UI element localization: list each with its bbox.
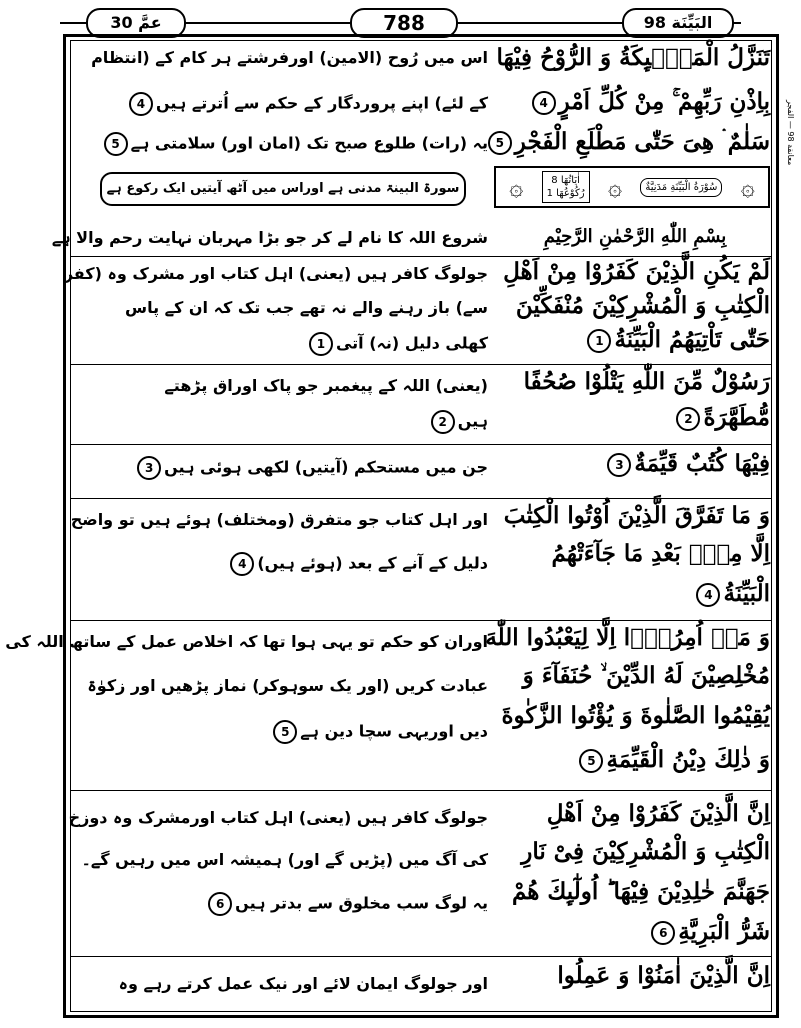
arabic-line: حَتّٰی تَاْتِیَهُمُ الْبَیِّنَةُ1 (492, 326, 770, 353)
translation-line: سے) باز رہنے والے نہ تھے جب تک کہ ان کے پاس (124, 298, 488, 317)
divider (70, 364, 772, 365)
arabic-line: وَ ذٰلِكَ دِیْنُ الْقَیِّمَةِ5 (492, 746, 770, 773)
translation-line: عبادت کریں (اور یک سوہوکر) نماز پڑھیں اور زکوٰۃ (87, 676, 488, 695)
ayah-count-cell: اٰیَاتُهَا 8 رُكُوْعُهَا 1 (542, 171, 590, 203)
ayah-number: 4 (696, 583, 720, 607)
translation-line: جن میں مستحکم (آیتیں) لکھی ہوئی ہیں3 (78, 456, 488, 480)
translation-line: دلیل کے آنے کے بعد (ہوئے ہیں)4 (78, 552, 488, 576)
ayah-number: 1 (587, 329, 611, 353)
ayah-number: 4 (129, 92, 153, 116)
arabic-line: بِاِذْنِ رَبِّهِمْ ۚ مِنْ كُلِّ اَمْرٍ4 (492, 88, 770, 115)
translation-line: اس میں رُوح (الامین) اورفرشتے ہر کام کے (انتظام (91, 48, 488, 67)
arabic-line: اِنَّ الَّذِیْنَ كَفَرُوْا مِنْ اَهْلِ (546, 800, 770, 827)
surah-tab: البَيِّنَة 98 (622, 8, 734, 38)
translation-line: جولوگ کافر ہیں (یعنی) اہل کتاب اور مشرک وہ (کفر (63, 264, 488, 283)
divider (70, 444, 772, 445)
page-number: 788 (350, 8, 458, 38)
ayah-number: 6 (208, 892, 232, 916)
ayah-number: 3 (137, 456, 161, 480)
divider (70, 498, 772, 499)
divider (70, 956, 772, 957)
arabic-line: الْكِتٰبِ وَ الْمُشْرِكِیْنَ مُنْفَكِّیْنَ (515, 292, 770, 319)
ayah-number: 5 (579, 749, 603, 773)
ayah-number: 4 (532, 91, 556, 115)
surah-name-cell: سُوْرَةُ الْبَیِّنَةِ مَدَنِیَّةٌ (640, 178, 722, 197)
translation-line: کے لئے) اپنے پروردگار کے حکم سے اُترتے ہیں4 (78, 92, 488, 116)
translation-line: کی آگ میں (پڑیں گے اور) ہمیشہ اس میں رہیں گے۔ (81, 850, 488, 869)
bismillah-translation: شروع اللہ کا نام لے کر جو بڑا مہربان نہایت رحم والا ہے (51, 228, 488, 247)
ayah-number: 4 (230, 552, 254, 576)
bismillah: بِسْمِ اللّٰهِ الرَّحْمٰنِ الرَّحِیْمِ (543, 226, 727, 247)
arabic-line: اِلَّا مِنْۢ بَعْدِ مَا جَآءَتْهُمُ (551, 540, 770, 567)
translation-line: یہ لوگ سب مخلوق سے بدتر ہیں6 (78, 892, 488, 916)
translation-line: دیں اوریہی سچا دین ہے5 (78, 720, 488, 744)
arabic-line: لَمْ یَكُنِ الَّذِیْنَ كَفَرُوْا مِنْ اَهْلِ (503, 258, 770, 285)
arabic-line: تَنَزَّلُ الْمَلٰۗىِٕكَةُ وَ الرُّوْحُ فِیْهَا (496, 44, 770, 71)
ayah-number: 5 (273, 720, 297, 744)
ayah-number: 2 (431, 410, 455, 434)
translation-line: ہیں2 (78, 410, 488, 434)
ayah-number: 3 (607, 453, 631, 477)
ornament-icon: ۞ (740, 173, 755, 201)
ayah-number: 5 (488, 131, 512, 155)
translation-line: اور جولوگ ایمان لائے اور نیک عمل کرتے رہے وہ (118, 974, 488, 993)
arabic-line: وَ مَا تَفَرَّقَ الَّذِیْنَ اُوْتُوا الْكِتٰبَ (503, 502, 770, 529)
arabic-line: سَلٰمٌ ۛ هِیَ حَتّٰی مَطْلَعِ الْفَجْرِ5 (492, 128, 770, 155)
translation-line: (یعنی) اللہ کے پیغمبر جو پاک اوراق پڑھتے (164, 376, 488, 395)
ayah-number: 2 (676, 407, 700, 431)
arabic-line: اِنَّ الَّذِیْنَ اٰمَنُوْا وَ عَمِلُوا (557, 962, 770, 989)
divider (70, 256, 772, 257)
ayah-number: 6 (651, 921, 675, 945)
translation-line: جولوگ کافر ہیں (یعنی) اہل کتاب اورمشرک وہ دوزخ (68, 808, 488, 827)
arabic-line: شَرُّ الْبَرِیَّةِ6 (492, 918, 770, 945)
arabic-line: مُخْلِصِیْنَ لَهُ الدِّیْنَ ۙ حُنَفَآءَ وَ (522, 662, 770, 689)
juz-tab: عمَّ 30 (86, 8, 186, 38)
arabic-line: یُقِیْمُوا الصَّلٰوةَ وَ یُؤْتُوا الزَّكٰوةَ (501, 702, 770, 729)
arabic-line: رَسُوْلٌ مِّنَ اللّٰهِ یَتْلُوْا صُحُفًا (523, 368, 770, 395)
ornament-icon: ۞ (607, 173, 622, 201)
arabic-line: الْكِتٰبِ وَ الْمُشْرِكِیْنَ فِیْ نَارِ (521, 838, 770, 865)
translation-line: اور اہل کتاب جو متفرق (ومختلف) ہوئے ہیں تو واضح (70, 510, 488, 529)
ayah-number: 1 (309, 332, 333, 356)
divider (70, 790, 772, 791)
divider (70, 620, 772, 621)
surah-intro-box: سورۃ البینۃ مدنی ہے اوراس میں آٹھ آیتیں ایک رکوع ہے (100, 172, 466, 206)
surah-banner (494, 166, 770, 208)
arabic-line: فِیْهَا كُتُبٌ قَیِّمَةٌ3 (492, 450, 770, 477)
translation-line: یہ (رات) طلوع صبح تک (امان اور) سلامتی ہے5 (78, 132, 488, 156)
arabic-line: مُّطَهَّرَةً2 (492, 404, 770, 431)
arabic-line: وَ مَاۤ اُمِرُوْۤا اِلَّا لِیَعْبُدُوا اللّٰهَ (485, 624, 770, 651)
ornament-icon: ۞ (509, 173, 524, 201)
ayah-number: 5 (104, 132, 128, 156)
translation-line: کھلی دلیل (نہ) آتی1 (78, 332, 488, 356)
arabic-line: الْبَیِّنَةُ4 (492, 580, 770, 607)
translation-line: اوران کو حکم تو یہی ہوا تھا کہ اخلاص عمل کے ساتھ اللہ کی (5, 632, 488, 651)
margin-note: معانقة 98 — الفجر (786, 100, 795, 166)
arabic-line: جَهَنَّمَ خٰلِدِیْنَ فِیْهَا ؕ اُولٰٓىِٕكَ هُمْ (511, 878, 770, 905)
